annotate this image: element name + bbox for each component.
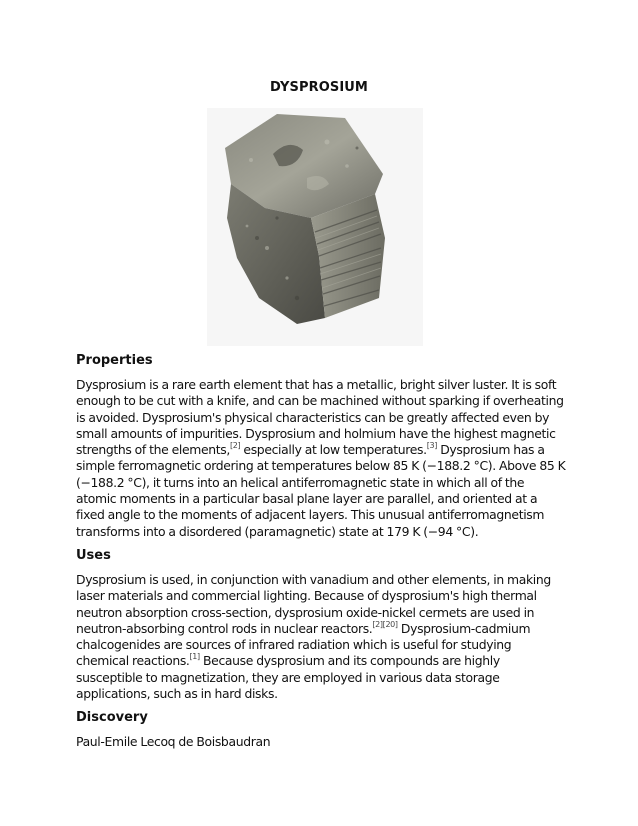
citation-ref[interactable]: [1] (189, 652, 200, 662)
citation-ref[interactable]: [2] (229, 441, 241, 451)
discovery-heading: Discovery (76, 710, 148, 726)
dysprosium-sample-image (207, 108, 423, 346)
uses-heading: Uses (76, 547, 111, 563)
properties-heading: Properties (76, 353, 153, 368)
document-title: DYSPROSIUM (270, 80, 368, 95)
uses-text-3: Because dysprosium and its compounds are highly susceptible to magnetization, they are employed in various data storage applications, such as in hard disks. (76, 653, 500, 702)
uses-text-1: Dysprosium is used, in conjunction with vanadium and other elements, in making laser materials and commercial lighting. Because of dysprosium's high thermal neutron absorption cross-section, dysprosium oxide-nickel cermets are used in neutron-absorbing control rods in nuclear reactors. (76, 571, 551, 636)
document-body (76, 353, 566, 759)
properties-text-3: Dysprosium has a simple ferromagnetic ordering at temperatures below 85 K (−188.2 °C). Above 85 K (−188.2 °C), it turns into an helical antiferromagnetic state in which all of the atomic moments in a particular basal plane layer are parallel, and oriented at a fixed angle to the moments of adjacent layers. This unusual antiferromagnetism transforms into a disordered (paramagnetic) state at 179 K (−94 °C). (76, 442, 566, 539)
uses-paragraph (76, 572, 566, 702)
properties-text-2: especially at low temperatures. (240, 442, 427, 458)
uses-text-2: Dysprosium-cadmium chalcogenides are sources of infrared radiation which is useful for studying chemical reactions. (76, 620, 531, 669)
discovery-paragraph: Paul-Emile Lecoq de Boisbaudran (76, 734, 271, 750)
citation-ref[interactable]: [3] (426, 441, 438, 451)
properties-text-1: Dysprosium is a rare earth element that has a metallic, bright silver luster. It is soft enough to be cut with a knife, and can be machined without sparking if overheating is avoided. Dysprosium's physical characteristics can be greatly affected even by small amounts of impurities. Dysprosium and holmium have the highest magnetic strengths of the elements, (76, 377, 564, 458)
properties-paragraph (76, 377, 566, 540)
citation-ref[interactable]: [2][20] (372, 619, 398, 629)
